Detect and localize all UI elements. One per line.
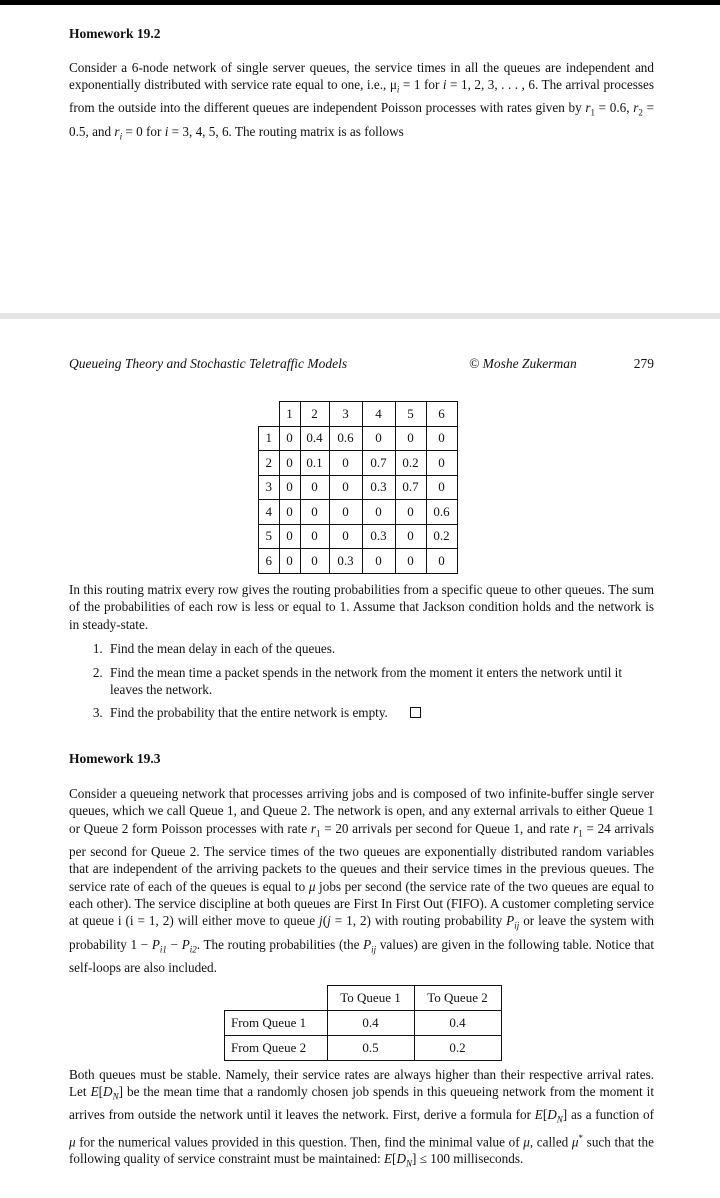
- matrix-cell: 0.7: [395, 475, 426, 500]
- matrix-row: [259, 451, 458, 476]
- matrix-row: [259, 500, 458, 525]
- page-break: [0, 313, 720, 319]
- page-header: [69, 356, 654, 376]
- matrix-cell: 0: [279, 426, 300, 451]
- matrix-row-label: 3: [259, 475, 280, 500]
- matrix-cell: 0.1: [300, 451, 329, 476]
- matrix-cell: 0: [279, 500, 300, 525]
- routing-probability-table: [224, 985, 502, 1061]
- matrix-cell: 0: [279, 451, 300, 476]
- rp-row-label: From Queue 2: [225, 1036, 328, 1061]
- book-title: Queueing Theory and Stochastic Teletraffic Models: [69, 356, 348, 371]
- matrix-col-header: 2: [300, 402, 329, 427]
- matrix-cell: 0: [300, 524, 329, 549]
- rp-cell: 0.5: [327, 1036, 414, 1061]
- matrix-row-label: 6: [259, 549, 280, 574]
- matrix-cell: 0.2: [426, 524, 457, 549]
- matrix-cell: 0.2: [395, 451, 426, 476]
- rp-header-row: [225, 986, 502, 1011]
- rp-cell: 0.4: [327, 1011, 414, 1036]
- question-item: 1. Find the mean delay in each of the queues.: [106, 640, 654, 657]
- matrix-cell: 0.6: [329, 426, 362, 451]
- matrix-cell: 0: [395, 500, 426, 525]
- matrix-cell: 0.3: [362, 475, 395, 500]
- hw-19-3-title: Homework 19.3: [69, 751, 161, 766]
- matrix-cell: 0: [300, 500, 329, 525]
- question-list: [69, 640, 654, 722]
- question-item: 3. Find the probability that the entire network is empty.: [106, 704, 654, 721]
- qed-box-icon: [410, 707, 421, 718]
- hw-19-2-section: [69, 26, 654, 146]
- author: © Moshe Zukerman: [469, 356, 577, 371]
- matrix-cell: 0: [395, 524, 426, 549]
- question-item: 2. Find the mean time a packet spends in the network from the moment it enters the network until it leaves the network.: [106, 664, 654, 699]
- matrix-cell: 0: [329, 475, 362, 500]
- matrix-cell: 0: [329, 500, 362, 525]
- matrix-cell: 0: [329, 451, 362, 476]
- matrix-col-header: 1: [279, 402, 300, 427]
- matrix-cell: 0.3: [329, 549, 362, 574]
- matrix-cell: 0: [362, 426, 395, 451]
- rp-cell: 0.4: [414, 1011, 501, 1036]
- rp-cell: 0.2: [414, 1036, 501, 1061]
- matrix-cell: 0: [279, 524, 300, 549]
- matrix-col-header: 6: [426, 402, 457, 427]
- matrix-cell: 0: [362, 500, 395, 525]
- rp-row: [225, 1011, 502, 1036]
- matrix-cell: 0.3: [362, 524, 395, 549]
- matrix-col-header: 5: [395, 402, 426, 427]
- matrix-cell: 0: [362, 549, 395, 574]
- hw-19-2-title: Homework 19.2: [69, 26, 161, 41]
- matrix-row: [259, 475, 458, 500]
- matrix-header-row: [259, 402, 458, 427]
- matrix-row-label: 5: [259, 524, 280, 549]
- matrix-row-label: 1: [259, 426, 280, 451]
- matrix-col-header: 4: [362, 402, 395, 427]
- matrix-explanation: In this routing matrix every row gives the routing probabilities from a specific queue to other queues. The sum of the probabilities of each row is less or equal to 1. Assume that Jackson condition holds and the network is in steady-state.: [69, 582, 654, 632]
- matrix-cell: 0: [279, 549, 300, 574]
- matrix-col-header: 3: [329, 402, 362, 427]
- matrix-cell: 0.6: [426, 500, 457, 525]
- matrix-cell: 0: [426, 451, 457, 476]
- matrix-row: [259, 426, 458, 451]
- hw-19-3-text: Consider a queueing network that processes arriving jobs and is composed of two infinite-buffer single server queues, which we call Queue 1, and Queue 2. The network is open, and any external arrivals to either Queue 1 or Queue 2 form Poisson processes with rate $r_1 = 20$ arrivals per second for Queue 1, and rate $r_1 = 24$ arrivals per second for Queue 2. The service times of the two queues are exponentially distributed random variables that are independent of the arriving packets to the queues and their service times in the previous queues. The service rate of each of the queues is equal to μ jobs per second (the service rate of the two queues are equal to each other). The service discipline at both queues are First In First Out (FIFO). A customer completing service at queue i (i = 1, 2) will either move to queue j(j = 1, 2) with routing probability $P_{ij}$ or leave the system with probability $1 - P_{i1} - P_{i2}$. The routing probabilities (the $P_{ij}$ values) are given in the following table. Notice that self-loops are also included.: [69, 786, 655, 975]
- hw-19-2-text: Consider a 6-node network of single server queues, the service times in all the queues are independent and exponentially distributed with service rate equal to one, i.e., $\mu_i = 1$ for i = 1, 2, 3, . . . , 6. The arrival processes from the outside into the different queues are independent Poisson processes with rates given by $r_1 = 0.6$, $r_2 = 0.5$, and $r_i = 0$ for i = 3, 4, 5, 6. The routing matrix is as follows: [69, 60, 655, 142]
- matrix-cell: 0: [300, 475, 329, 500]
- rp-row: [225, 1036, 502, 1061]
- top-border: [0, 0, 720, 5]
- matrix-row-label: 2: [259, 451, 280, 476]
- matrix-cell: 0: [279, 475, 300, 500]
- matrix-cell: 0.7: [362, 451, 395, 476]
- rp-col-header: To Queue 1: [327, 986, 414, 1011]
- matrix-cell: 0.4: [300, 426, 329, 451]
- matrix-cell: 0: [395, 426, 426, 451]
- matrix-row: [259, 524, 458, 549]
- matrix-cell: 0: [395, 549, 426, 574]
- matrix-cell: 0: [426, 549, 457, 574]
- matrix-row-label: 4: [259, 500, 280, 525]
- rp-row-label: From Queue 1: [225, 1011, 328, 1036]
- hw-19-2-continued: [69, 581, 654, 728]
- hw-19-3-section: [69, 751, 654, 976]
- routing-matrix: [258, 401, 458, 574]
- matrix-row: [259, 549, 458, 574]
- hw-19-3-continued: [69, 1066, 654, 1173]
- page-number: 279: [633, 356, 654, 371]
- matrix-cell: 0: [300, 549, 329, 574]
- matrix-cell: 0: [426, 426, 457, 451]
- matrix-cell: 0: [329, 524, 362, 549]
- rp-col-header: To Queue 2: [414, 986, 501, 1011]
- matrix-cell: 0: [426, 475, 457, 500]
- hw-19-3-text-2: Both queues must be stable. Namely, their service rates are always higher than their respective arrival rates. Let $E[D_N]$ be the mean time that a randomly chosen job spends in this queueing network from the moment it arrives from outside the network until it leaves the network. First, derive a formula for $E[D_N]$ as a function of μ for the numerical values provided in this question. Then, find the minimal value of μ, called μ* such that the following quality of service constraint must be maintained: $E[D_N] \le 100$ milliseconds.: [69, 1067, 655, 1169]
